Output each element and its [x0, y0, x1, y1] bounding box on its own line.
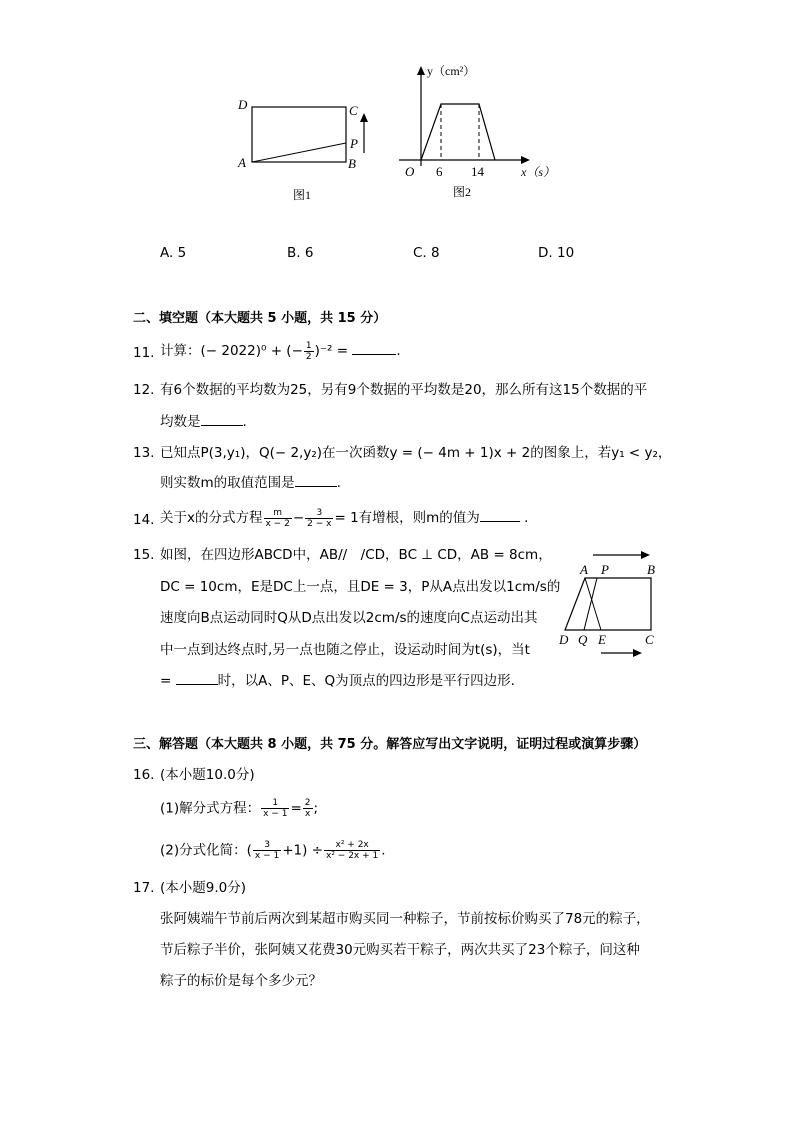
fig15-label-b: B: [647, 562, 655, 577]
figure-1: [230, 95, 380, 205]
question-12-line-1: 有6个数据的平均数为25，另有9个数据的平均数是20，那么所有这15个数据的平: [160, 382, 648, 398]
figure-2-caption: 图2: [453, 185, 472, 199]
question-11: 计算：(− 2022)⁰ + (− $\frac{1}{2}$ )⁻² = .: [160, 340, 401, 362]
q16-p2-fraction-2: $\frac{\text{x² + 2x}}{\text{x² − 2x + 1}}$: [326, 840, 379, 861]
q14-fraction-2: $\frac{3}{2 - x}$: [307, 507, 332, 529]
question-16-part-1: (1)解分式方程： $\frac{1}{x - 1}$ = $\frac{2}{x}$ ;: [160, 798, 319, 819]
segment-ae: [585, 578, 601, 630]
section-3-title: 三、解答题（本大题共 8 小题，共 75 分。解答应写出文字说明，证明过程或演算步骤）: [133, 737, 647, 752]
option-d: D. 10: [538, 245, 575, 261]
figure-2: [395, 60, 565, 205]
question-17-line-2: 节后粽子半价，张阿姨又花费30元购买若干粽子，两次共买了23个粽子，问这种: [160, 942, 640, 958]
question-17-number: 17.: [133, 880, 155, 896]
section-2-title: 二、填空题（本大题共 5 小题，共 15 分）: [133, 311, 387, 326]
label-a: A: [238, 155, 246, 170]
rectangle-abcd: [252, 107, 346, 162]
question-16-score: (本小题10.0分): [160, 767, 255, 783]
question-16-number: 16.: [133, 767, 155, 783]
q11-tail: )⁻² =: [314, 343, 353, 359]
label-d: D: [238, 97, 248, 112]
q16-p1-fraction-2: $\frac{2}{x}$: [304, 798, 311, 819]
fig15-label-d: D: [559, 632, 569, 647]
label-p: P: [350, 136, 358, 151]
q12-answer-blank[interactable]: [201, 411, 243, 426]
question-15-line-3: 速度向B点运动同时Q从D点出发以2cm/s的速度向C点运动岀其: [160, 610, 538, 626]
x-axis-arrow-icon: [521, 156, 530, 164]
figure-1-caption: 图1: [293, 188, 312, 202]
fig15-label-e: E: [598, 632, 606, 647]
question-12-line-2: 均数是 .: [160, 411, 247, 432]
question-15-line-4: 中一点到达终点时,另一点也随之停止，设运动时间为t(s)，当t: [160, 642, 530, 658]
question-17-line-1: 张阿姨端午节前后两次到某超市购买同一种粽子，节前按标价购买了78元的粽子，: [160, 911, 650, 927]
segment-ap: [252, 143, 346, 162]
question-17-line-3: 粽子的标价是每个多少元？: [160, 973, 322, 989]
q15-answer-blank[interactable]: [176, 670, 218, 685]
graph-line: [421, 104, 495, 160]
q11-answer-blank[interactable]: [352, 340, 396, 355]
question-13-line-1: 已知点P(3,y₁)，Q(− 2,y₂)在一次函数y = (− 4m + 1)x + 2的图象上，若y₁ < y₂，: [160, 445, 672, 461]
fig15-label-p: P: [601, 562, 609, 577]
segment-pq: [584, 578, 597, 630]
q16-p1-fraction-1: $\frac{1}{x - 1}$: [263, 798, 288, 819]
tick-6: 6: [436, 164, 443, 179]
q14-answer-blank[interactable]: [480, 507, 520, 522]
question-16-part-2: (2)分式化简：( $\frac{3}{x - 1}$ +1) ÷ $\frac{\text{x² + 2x}}{\text{x² − 2x + 1}}$ .: [160, 840, 386, 861]
question-17-score: (本小题9.0分): [160, 880, 247, 896]
origin-label: O: [405, 164, 415, 179]
question-15-line-5: = 时，以A、P、E、Q为顶点的四边形是平行四边形.: [160, 670, 515, 691]
bottom-arrow-icon: [633, 649, 642, 657]
y-axis-arrow-icon: [417, 66, 425, 75]
question-11-number: 11.: [133, 345, 155, 361]
fig15-label-c: C: [645, 632, 654, 647]
label-c: C: [349, 103, 358, 118]
question-15-figure: [555, 543, 665, 663]
question-14: 关于x的分式方程 $\frac{m}{x - 2}$ − $\frac{3}{2 - x}$ = 1有增根，则m的值为 .: [160, 507, 529, 529]
question-15-line-2: DC = 10cm，E是DC上一点，且DE = 3，P从A点出发以1cm/s的: [160, 579, 561, 595]
option-a: A. 5: [160, 245, 187, 261]
q11-text: 计算：(− 2022)⁰ + (−: [160, 343, 303, 359]
y-axis-label: y（cm²）: [427, 64, 476, 78]
fig15-label-q: Q: [578, 632, 588, 647]
q13-answer-blank[interactable]: [295, 472, 337, 487]
top-arrow-icon: [641, 551, 650, 559]
q14-fraction-1: $\frac{m}{x - 2}$: [265, 507, 290, 529]
question-13-line-2: 则实数m的取值范围是 .: [160, 472, 341, 493]
question-13-number: 13.: [133, 445, 155, 461]
label-b: B: [348, 156, 356, 171]
question-12-number: 12.: [133, 382, 155, 398]
x-axis-label: x（s）: [521, 165, 555, 179]
option-b: B. 6: [287, 245, 314, 261]
option-c: C. 8: [413, 245, 440, 261]
question-15-number: 15.: [133, 547, 155, 563]
arrow-up-icon: [360, 113, 368, 122]
fig15-label-a: A: [580, 562, 588, 577]
quadrilateral-abcd: [565, 578, 651, 630]
q16-p2-fraction-1: $\frac{3}{x - 1}$: [254, 840, 280, 861]
question-15-line-1: 如图，在四边形ABCD中，AB// /CD，BC ⊥ CD，AB = 8cm，: [160, 547, 552, 563]
tick-14: 14: [471, 164, 484, 179]
question-14-number: 14.: [133, 512, 155, 528]
q11-fraction: $\frac{1}{2}$: [305, 340, 312, 362]
